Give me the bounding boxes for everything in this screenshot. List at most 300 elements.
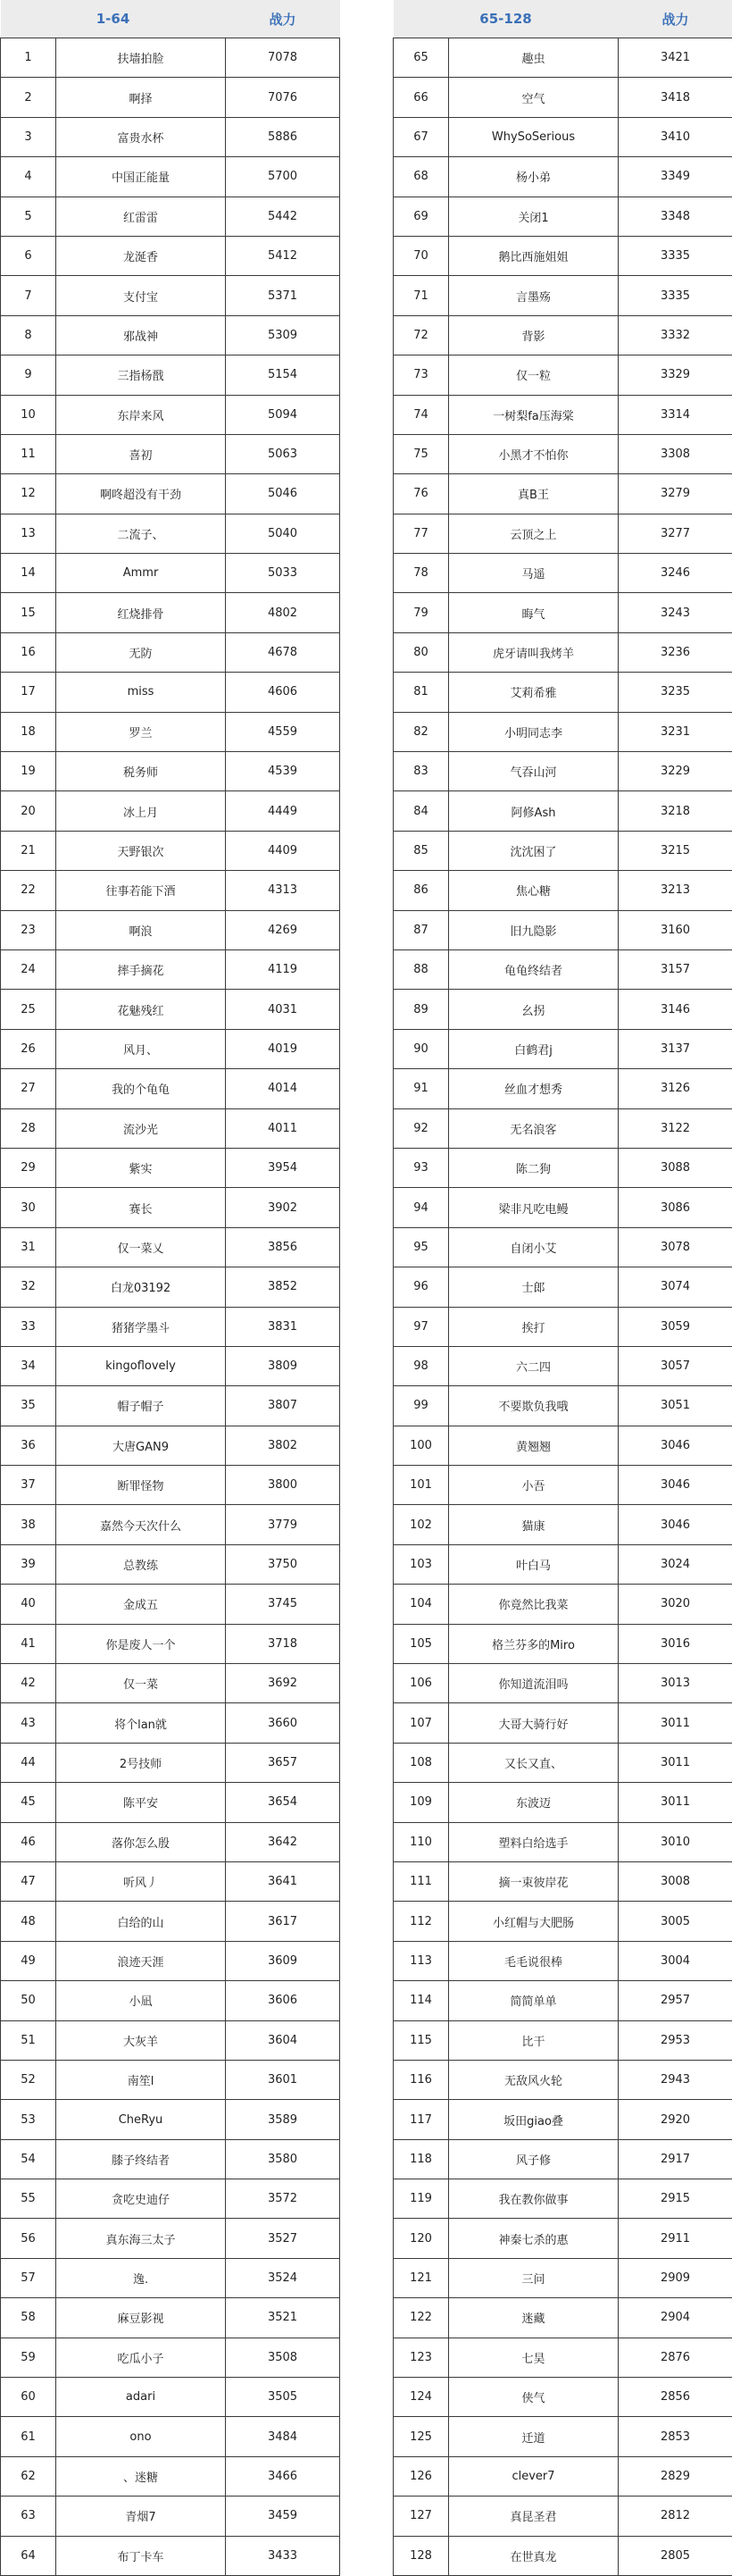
player-name-cell: 关闭1 [449, 197, 619, 236]
player-name-cell: 无敌风火轮 [449, 2060, 619, 2099]
rank-cell: 46 [1, 1822, 56, 1861]
table-row [394, 1426, 732, 1465]
rank-cell: 73 [394, 355, 449, 395]
power-cell: 3750 [226, 1544, 340, 1584]
power-cell: 3802 [226, 1426, 340, 1465]
rank-cell: 65 [394, 38, 449, 78]
rank-cell: 38 [1, 1505, 56, 1544]
table-row [1, 1386, 340, 1426]
rank-cell: 109 [394, 1783, 449, 1822]
power-cell: 3057 [619, 1346, 732, 1385]
player-name-cell: 红雷雷 [56, 197, 226, 236]
table-row [394, 1029, 732, 1068]
table-row [1, 276, 340, 315]
power-cell: 4678 [226, 632, 340, 672]
rank-cell: 29 [1, 1148, 56, 1187]
table-row [1, 1585, 340, 1624]
table-row [394, 791, 732, 831]
power-cell: 4119 [226, 949, 340, 989]
table-row [1, 434, 340, 473]
power-cell: 4802 [226, 593, 340, 632]
power-cell: 7076 [226, 78, 340, 117]
player-name-cell: 真B王 [449, 474, 619, 514]
rank-cell: 54 [1, 2139, 56, 2179]
player-name-cell: 鹅比西施姐姐 [449, 236, 619, 275]
player-name-cell: 大哥大骑行好 [449, 1703, 619, 1743]
rank-cell: 112 [394, 1902, 449, 1941]
table-row [394, 2338, 732, 2377]
table-row [394, 2179, 732, 2219]
rank-cell: 51 [1, 2020, 56, 2060]
table-row [1, 236, 340, 275]
player-name-cell: 中国正能量 [56, 157, 226, 197]
table-header-row [394, 0, 732, 38]
table-row [394, 1902, 732, 1941]
table-row [1, 673, 340, 712]
table-row [1, 990, 340, 1029]
player-name-cell: 一树梨fa压海棠 [449, 395, 619, 434]
player-name-cell: 啊咚超没有干劲 [56, 474, 226, 514]
player-name-cell: 云顶之上 [449, 514, 619, 553]
player-name-cell: 扶墙拍脸 [56, 38, 226, 78]
table-row [394, 2497, 732, 2536]
rank-cell: 101 [394, 1466, 449, 1505]
player-name-cell: 趣虫 [449, 38, 619, 78]
player-name-cell: 焦心糖 [449, 871, 619, 910]
rank-cell: 116 [394, 2060, 449, 2099]
player-name-cell: clever7 [449, 2456, 619, 2496]
power-cell: 3157 [619, 949, 732, 989]
table-row [394, 1783, 732, 1822]
rank-cell: 62 [1, 2456, 56, 2496]
rank-cell: 28 [1, 1108, 56, 1148]
header-range: 1-64 [1, 0, 226, 38]
rank-cell: 105 [394, 1624, 449, 1663]
table-row [1, 1703, 340, 1743]
table-row [1, 474, 340, 514]
rank-cell: 80 [394, 632, 449, 672]
rank-cell: 106 [394, 1664, 449, 1703]
player-name-cell: 喜初 [56, 434, 226, 473]
rank-cell: 2 [1, 78, 56, 117]
player-name-cell: 听风丿 [56, 1861, 226, 1901]
rank-cell: 85 [394, 831, 449, 870]
power-cell: 3505 [226, 2378, 340, 2417]
table-row [1, 593, 340, 632]
table-row [394, 1743, 732, 1782]
rank-cell: 75 [394, 434, 449, 473]
player-name-cell: 邪战神 [56, 315, 226, 355]
power-cell: 3484 [226, 2417, 340, 2456]
power-cell: 3421 [619, 38, 732, 78]
player-name-cell: 小凪 [56, 1981, 226, 2020]
power-cell: 4031 [226, 990, 340, 1029]
player-name-cell: 你竟然比我菜 [449, 1585, 619, 1624]
power-cell: 3459 [226, 2497, 340, 2536]
table-row [394, 949, 732, 989]
table-row [394, 632, 732, 672]
rank-cell: 17 [1, 673, 56, 712]
power-cell: 3011 [619, 1783, 732, 1822]
player-name-cell: 富贵水杯 [56, 117, 226, 156]
power-cell: 2829 [619, 2456, 732, 2496]
table-row [1, 1664, 340, 1703]
table-row [394, 990, 732, 1029]
rank-cell: 77 [394, 514, 449, 553]
table-row [394, 2100, 732, 2139]
table-row [1, 1466, 340, 1505]
rank-cell: 45 [1, 1783, 56, 1822]
player-name-cell: 冰上月 [56, 791, 226, 831]
rank-cell: 19 [1, 752, 56, 791]
player-name-cell: 税务师 [56, 752, 226, 791]
player-name-cell: 三指杨戬 [56, 355, 226, 395]
power-cell: 3231 [619, 712, 732, 751]
power-cell: 3314 [619, 395, 732, 434]
player-name-cell: 梁非凡吃电鳗 [449, 1188, 619, 1227]
player-name-cell: 挨打 [449, 1307, 619, 1346]
power-cell: 3521 [226, 2298, 340, 2338]
header-power: 战力 [226, 0, 340, 38]
rank-cell: 69 [394, 197, 449, 236]
power-cell: 3088 [619, 1148, 732, 1187]
rank-cell: 52 [1, 2060, 56, 2099]
power-cell: 5046 [226, 474, 340, 514]
player-name-cell: 大灰羊 [56, 2020, 226, 2060]
table-row [1, 2338, 340, 2377]
player-name-cell: 七昊 [449, 2338, 619, 2377]
rank-cell: 71 [394, 276, 449, 315]
player-name-cell: 叶白马 [449, 1544, 619, 1584]
table-row [394, 871, 732, 910]
power-cell: 3745 [226, 1585, 340, 1624]
player-name-cell: 啊择 [56, 78, 226, 117]
table-row [394, 1188, 732, 1227]
table-row [394, 2536, 732, 2575]
table-row [1, 2139, 340, 2179]
player-name-cell: 三问 [449, 2258, 619, 2297]
rank-cell: 114 [394, 1981, 449, 2020]
power-cell: 3074 [619, 1267, 732, 1307]
player-name-cell: 小明同志李 [449, 712, 619, 751]
player-name-cell: 迁道 [449, 2417, 619, 2456]
ranking-table-left [0, 0, 340, 2576]
power-cell: 2915 [619, 2179, 732, 2219]
table-row [1, 78, 340, 117]
player-name-cell: 浪迹天涯 [56, 1941, 226, 1980]
rank-cell: 122 [394, 2298, 449, 2338]
player-name-cell: 仅一菜乂 [56, 1227, 226, 1267]
table-row [1, 1108, 340, 1148]
power-cell: 3046 [619, 1505, 732, 1544]
power-cell: 3126 [619, 1069, 732, 1108]
rank-cell: 40 [1, 1585, 56, 1624]
table-row [394, 554, 732, 593]
table-row [1, 315, 340, 355]
power-cell: 7078 [226, 38, 340, 78]
rank-cell: 93 [394, 1148, 449, 1187]
player-name-cell: 小红帽与大肥肠 [449, 1902, 619, 1941]
rank-cell: 50 [1, 1981, 56, 2020]
power-cell: 3642 [226, 1822, 340, 1861]
power-cell: 3086 [619, 1188, 732, 1227]
power-cell: 3718 [226, 1624, 340, 1663]
power-cell: 3236 [619, 632, 732, 672]
rank-cell: 110 [394, 1822, 449, 1861]
table-row [1, 2219, 340, 2258]
power-cell: 3008 [619, 1861, 732, 1901]
table-row [394, 1544, 732, 1584]
player-name-cell: CheRyu [56, 2100, 226, 2139]
rank-cell: 6 [1, 236, 56, 275]
player-name-cell: 毛毛说很棒 [449, 1941, 619, 1980]
player-name-cell: 自闭小艾 [449, 1227, 619, 1267]
table-row [394, 1466, 732, 1505]
rank-cell: 16 [1, 632, 56, 672]
rank-cell: 42 [1, 1664, 56, 1703]
power-cell: 3856 [226, 1227, 340, 1267]
power-cell: 3218 [619, 791, 732, 831]
table-row [1, 1346, 340, 1385]
player-name-cell: 简简单单 [449, 1981, 619, 2020]
player-name-cell: 你知道流泪吗 [449, 1664, 619, 1703]
player-name-cell: 陈平安 [56, 1783, 226, 1822]
rank-cell: 8 [1, 315, 56, 355]
rank-cell: 26 [1, 1029, 56, 1068]
table-row [394, 1148, 732, 1187]
table-row [394, 593, 732, 632]
rank-cell: 63 [1, 2497, 56, 2536]
rank-cell: 76 [394, 474, 449, 514]
power-cell: 4313 [226, 871, 340, 910]
table-row [394, 1069, 732, 1108]
power-cell: 3604 [226, 2020, 340, 2060]
table-row [1, 791, 340, 831]
power-cell: 3466 [226, 2456, 340, 2496]
rank-cell: 55 [1, 2179, 56, 2219]
rank-cell: 14 [1, 554, 56, 593]
rank-cell: 18 [1, 712, 56, 751]
table-row [1, 554, 340, 593]
rank-cell: 13 [1, 514, 56, 553]
rank-cell: 53 [1, 2100, 56, 2139]
player-name-cell: 旧九隐影 [449, 910, 619, 949]
rank-cell: 5 [1, 197, 56, 236]
rank-cell: 27 [1, 1069, 56, 1108]
player-name-cell: 白龙03192 [56, 1267, 226, 1307]
table-row [1, 395, 340, 434]
table-row [1, 1188, 340, 1227]
player-name-cell: 嘉然今天次什么 [56, 1505, 226, 1544]
player-name-cell: 2号技师 [56, 1743, 226, 1782]
table-row [1, 1267, 340, 1307]
table-row [394, 2378, 732, 2417]
player-name-cell: 侠气 [449, 2378, 619, 2417]
rank-cell: 58 [1, 2298, 56, 2338]
table-row [394, 117, 732, 156]
table-row [1, 2456, 340, 2496]
table-row [1, 2100, 340, 2139]
rank-cell: 44 [1, 1743, 56, 1782]
player-name-cell: WhySoSerious [449, 117, 619, 156]
rank-cell: 4 [1, 157, 56, 197]
player-name-cell: 风月、 [56, 1029, 226, 1068]
table-row [1, 1227, 340, 1267]
rank-cell: 111 [394, 1861, 449, 1901]
power-cell: 3004 [619, 1941, 732, 1980]
rank-cell: 84 [394, 791, 449, 831]
power-cell: 3024 [619, 1544, 732, 1584]
table-row [394, 197, 732, 236]
rank-cell: 22 [1, 871, 56, 910]
power-cell: 3580 [226, 2139, 340, 2179]
player-name-cell: 我在教你做事 [449, 2179, 619, 2219]
table-row [394, 2060, 732, 2099]
rank-cell: 124 [394, 2378, 449, 2417]
rank-cell: 87 [394, 910, 449, 949]
player-name-cell: 又长又直、 [449, 1743, 619, 1782]
player-name-cell: 罗兰 [56, 712, 226, 751]
rank-cell: 25 [1, 990, 56, 1029]
power-cell: 3332 [619, 315, 732, 355]
rank-cell: 61 [1, 2417, 56, 2456]
player-name-cell: 小黑才不怕你 [449, 434, 619, 473]
player-name-cell: 丝血才想秀 [449, 1069, 619, 1108]
table-row [1, 2497, 340, 2536]
player-name-cell: kingoflovely [56, 1346, 226, 1385]
player-name-cell: 吃瓜小子 [56, 2338, 226, 2377]
rank-cell: 49 [1, 1941, 56, 1980]
power-cell: 3016 [619, 1624, 732, 1663]
player-name-cell: 幺拐 [449, 990, 619, 1029]
power-cell: 3059 [619, 1307, 732, 1346]
power-cell: 3277 [619, 514, 732, 553]
player-name-cell: 猪猪学墨斗 [56, 1307, 226, 1346]
table-row [1, 1941, 340, 1980]
power-cell: 3606 [226, 1981, 340, 2020]
table-row [394, 1624, 732, 1663]
power-cell: 3335 [619, 236, 732, 275]
table-row [1, 712, 340, 751]
rank-cell: 108 [394, 1743, 449, 1782]
table-row [394, 2417, 732, 2456]
rank-cell: 34 [1, 1346, 56, 1385]
power-cell: 3779 [226, 1505, 340, 1544]
rank-cell: 103 [394, 1544, 449, 1584]
player-name-cell: 断罪怪物 [56, 1466, 226, 1505]
rank-cell: 10 [1, 395, 56, 434]
power-cell: 5700 [226, 157, 340, 197]
power-cell: 3046 [619, 1426, 732, 1465]
rank-cell: 126 [394, 2456, 449, 2496]
power-cell: 5412 [226, 236, 340, 275]
player-name-cell: 艾莉希雅 [449, 673, 619, 712]
rank-cell: 79 [394, 593, 449, 632]
player-name-cell: miss [56, 673, 226, 712]
table-row [1, 1624, 340, 1663]
table-row [394, 514, 732, 553]
table-row [394, 712, 732, 751]
table-row [1, 949, 340, 989]
rank-cell: 104 [394, 1585, 449, 1624]
table-row [394, 1227, 732, 1267]
table-row [1, 1861, 340, 1901]
power-cell: 5886 [226, 117, 340, 156]
power-cell: 3308 [619, 434, 732, 473]
rank-cell: 64 [1, 2536, 56, 2575]
rank-cell: 48 [1, 1902, 56, 1941]
rank-cell: 74 [394, 395, 449, 434]
table-row [1, 1148, 340, 1187]
player-name-cell: 晦气 [449, 593, 619, 632]
player-name-cell: 空气 [449, 78, 619, 117]
rank-cell: 41 [1, 1624, 56, 1663]
table-row [1, 831, 340, 870]
table-row [1, 1783, 340, 1822]
player-name-cell: 、迷糖 [56, 2456, 226, 2496]
player-name-cell: 布丁卡车 [56, 2536, 226, 2575]
power-cell: 3010 [619, 1822, 732, 1861]
player-name-cell: 气吞山河 [449, 752, 619, 791]
rank-cell: 32 [1, 1267, 56, 1307]
player-name-cell: 白给的山 [56, 1902, 226, 1941]
power-cell: 3692 [226, 1664, 340, 1703]
power-cell: 3508 [226, 2338, 340, 2377]
table-row [394, 395, 732, 434]
rank-cell: 83 [394, 752, 449, 791]
power-cell: 3800 [226, 1466, 340, 1505]
table-row [394, 1307, 732, 1346]
rank-cell: 7 [1, 276, 56, 315]
rank-cell: 3 [1, 117, 56, 156]
player-name-cell: 紫实 [56, 1148, 226, 1187]
rank-cell: 119 [394, 2179, 449, 2219]
player-name-cell: 流沙光 [56, 1108, 226, 1148]
rank-cell: 128 [394, 2536, 449, 2575]
table-row [1, 752, 340, 791]
table-row [394, 2219, 732, 2258]
table-row [1, 2378, 340, 2417]
table-row [1, 1981, 340, 2020]
table-row [1, 1069, 340, 1108]
power-cell: 3215 [619, 831, 732, 870]
rank-cell: 78 [394, 554, 449, 593]
rank-cell: 100 [394, 1426, 449, 1465]
power-cell: 5033 [226, 554, 340, 593]
power-cell: 2805 [619, 2536, 732, 2575]
player-name-cell: 南笙l [56, 2060, 226, 2099]
power-cell: 3609 [226, 1941, 340, 1980]
rank-cell: 82 [394, 712, 449, 751]
table-row [394, 434, 732, 473]
rank-cell: 15 [1, 593, 56, 632]
table-row [1, 871, 340, 910]
table-row [394, 1108, 732, 1148]
table-row [1, 1505, 340, 1544]
power-cell: 3235 [619, 673, 732, 712]
player-name-cell: 在世真龙 [449, 2536, 619, 2575]
table-row [1, 2020, 340, 2060]
player-name-cell: 神秦七杀的惠 [449, 2219, 619, 2258]
rank-cell: 125 [394, 2417, 449, 2456]
player-name-cell: 红烧排骨 [56, 593, 226, 632]
rank-cell: 21 [1, 831, 56, 870]
player-name-cell: 贪吃史迪仔 [56, 2179, 226, 2219]
power-cell: 4269 [226, 910, 340, 949]
table-row [1, 2258, 340, 2297]
player-name-cell: 背影 [449, 315, 619, 355]
power-cell: 2876 [619, 2338, 732, 2377]
